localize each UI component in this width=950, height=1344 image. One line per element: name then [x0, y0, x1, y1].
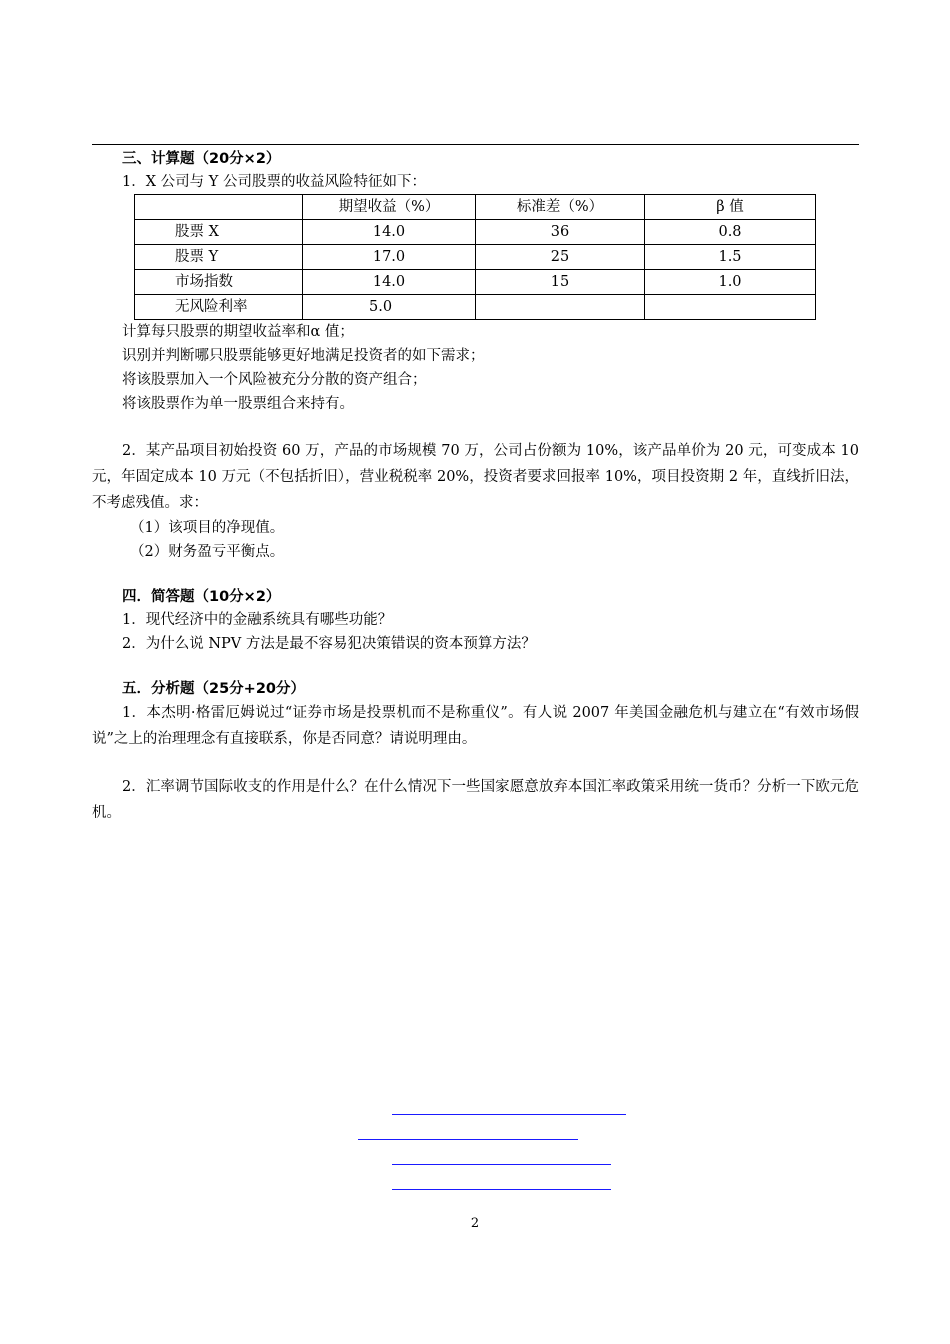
footer-link-line[interactable]	[392, 1189, 611, 1190]
table-row	[135, 270, 816, 295]
table-cell: 0.8	[645, 220, 816, 245]
q1-line: 计算每只股票的期望收益率和α 值；	[122, 324, 354, 340]
page-number: 2	[470, 1216, 480, 1231]
table-cell: 14.0	[303, 270, 476, 295]
section-3-heading: 三、计算题（20分×2）	[122, 151, 281, 167]
table-cell: 17.0	[303, 245, 476, 270]
footer-link-line[interactable]	[392, 1164, 611, 1165]
table-cell	[476, 295, 645, 320]
table-row	[135, 245, 816, 270]
table-header-cell: 期望收益（%）	[303, 195, 476, 220]
stock-table	[134, 194, 816, 320]
section-5-heading: 五．分析题（25分+20分）	[122, 681, 306, 697]
table-header-cell: 标准差（%）	[476, 195, 645, 220]
section-4-heading: 四．简答题（10分×2）	[122, 589, 281, 605]
section-5-q2: 2．汇率调节国际收支的作用是什么？在什么情况下一些国家愿意放弃本国汇率政策采用统一货币？分析一下欧元危机。	[92, 779, 859, 821]
q1-line: 将该股票作为单一股票组合来持有。	[122, 396, 354, 412]
table-row	[135, 220, 816, 245]
table-header-row	[135, 195, 816, 220]
q1-line: 识别并判断哪只股票能够更好地满足投资者的如下需求；	[122, 348, 485, 364]
table-cell: 市场指数	[135, 270, 303, 295]
q2-sub: （2）财务盈亏平衡点。	[130, 544, 285, 560]
table-cell: 无风险利率	[135, 295, 303, 320]
table-cell	[645, 295, 816, 320]
table-cell: 15	[476, 270, 645, 295]
table-cell: 5.0	[303, 295, 476, 320]
header-rule	[92, 144, 859, 145]
table-cell: 36	[476, 220, 645, 245]
table-cell	[135, 195, 303, 220]
section-5-q1: 1．本杰明·格雷厄姆说过“证券市场是投票机而不是称重仪”。有人说 2007 年美国金融危机与建立在“有效市场假说”之上的治理理念有直接联系，你是否同意？请说明理由。	[92, 705, 859, 747]
table-row	[135, 295, 816, 320]
table-cell: 14.0	[303, 220, 476, 245]
footer-link-line[interactable]	[358, 1139, 578, 1140]
footer-link-line[interactable]	[392, 1114, 626, 1115]
q1-line: 将该股票加入一个风险被充分分散的资产组合；	[122, 372, 427, 388]
table-cell: 1.5	[645, 245, 816, 270]
q1-intro: 1．X 公司与 Y 公司股票的收益风险特征如下：	[122, 174, 426, 190]
table-cell: 1.0	[645, 270, 816, 295]
q2-sub: （1）该项目的净现值。	[130, 520, 285, 536]
table-cell: 股票 X	[135, 220, 303, 245]
table-cell: 25	[476, 245, 645, 270]
table-cell: 股票 Y	[135, 245, 303, 270]
table-header-cell: β 值	[645, 195, 816, 220]
section-4-item: 2．为什么说 NPV 方法是最不容易犯决策错误的资本预算方法？	[122, 636, 536, 652]
q2-text: 2．某产品项目初始投资 60 万，产品的市场规模 70 万，公司占份额为 10%，该产品单价为 20 元，可变成本 10 元，年固定成本 10 万元（不包括折旧），营业税税率 20%，投资者要求回报率 10%，项目投资期 2 年，直线折旧法，不考虑残值。求：	[92, 443, 859, 511]
section-4-item: 1．现代经济中的金融系统具有哪些功能？	[122, 612, 393, 628]
page-content	[92, 148, 859, 826]
